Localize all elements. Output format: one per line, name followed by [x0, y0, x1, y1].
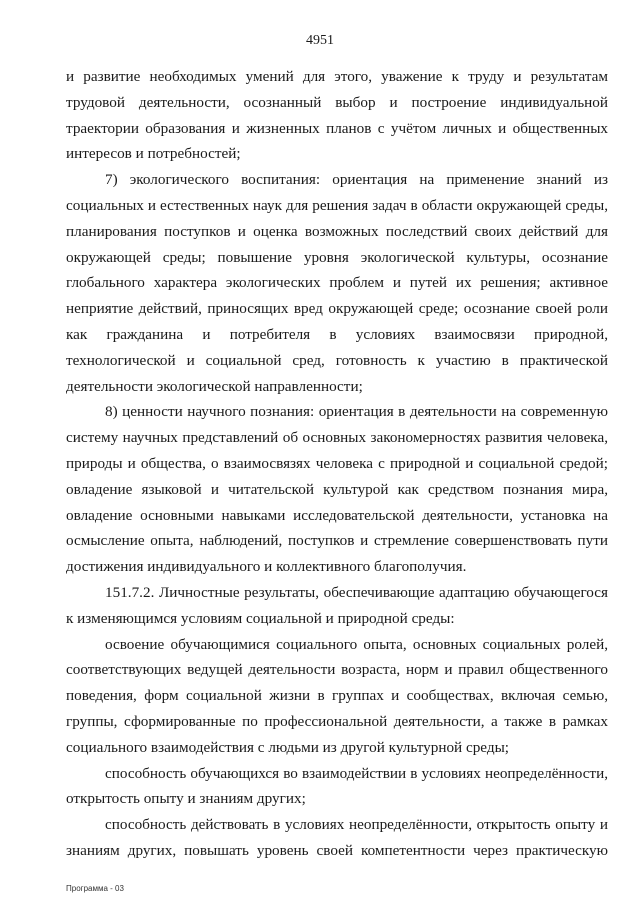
- paragraph-uncertainty-action: способность действовать в условиях неопределённости, открытость опыту и знаниям других, повышать уровень своей компетентности через практическую: [66, 816, 608, 859]
- paragraph-continuation: и развитие необходимых умений для этого, уважение к труду и результатам трудовой деятельности, осознанный выбор и построение индивидуальной траектории образования и жизненных планов с учётом личных и общественных интересов и потребностей;: [66, 68, 608, 163]
- footer-label: Программа - 03: [66, 884, 124, 893]
- paragraph-scientific-knowledge: 8) ценности научного познания: ориентация в деятельности на современную систему научных представлений об основных закономерностях развития человека, природы и общества, о взаимосвязях человека с природной и социальной средой; овладение языковой и читательской культурой как средством познания мира, овладение основными навыками исследовательской деятельности, установка на осмысление опыта, наблюдений, поступков и стремление совершенствовать пути достижения индивидуального и коллективного благополучия.: [66, 403, 608, 576]
- paragraph-ecological-education: 7) экологического воспитания: ориентация на применение знаний из социальных и естественных наук для решения задач в области окружающей среды, планирования поступков и оценка возможных последствий своих действий для окружающей среды; повышение уровня экологической культуры, осознание глобального характера экологических проблем и путей их решения; активное неприятие действий, приносящих вред окружающей среде; осознание своей роли как гражданина и потребителя в условиях взаимосвязи природной, технологической и социальной сред, готовность к участию в практической деятельности экологической направленности;: [66, 171, 608, 395]
- paragraph-uncertainty-interaction: способность обучающихся во взаимодействии в условиях неопределённости, открытость опыту и знаниям других;: [66, 764, 608, 808]
- paragraph-social-experience: освоение обучающимися социального опыта, основных социальных ролей, соответствующих ведущей деятельности возраста, норм и правил общественного поведения, форм социальной жизни в группах и сообществах, включая семью, группы, сформированные по профессиональной деятельности, а также в рамках социального взаимодействия с людьми из другой культурной среды;: [66, 635, 608, 756]
- document-body: [66, 64, 608, 864]
- page-number: 4951: [306, 33, 334, 48]
- paragraph-section-151-7-2: 151.7.2. Личностные результаты, обеспечивающие адаптацию обучающегося к изменяющимся условиям социальной и природной среды:: [66, 583, 608, 627]
